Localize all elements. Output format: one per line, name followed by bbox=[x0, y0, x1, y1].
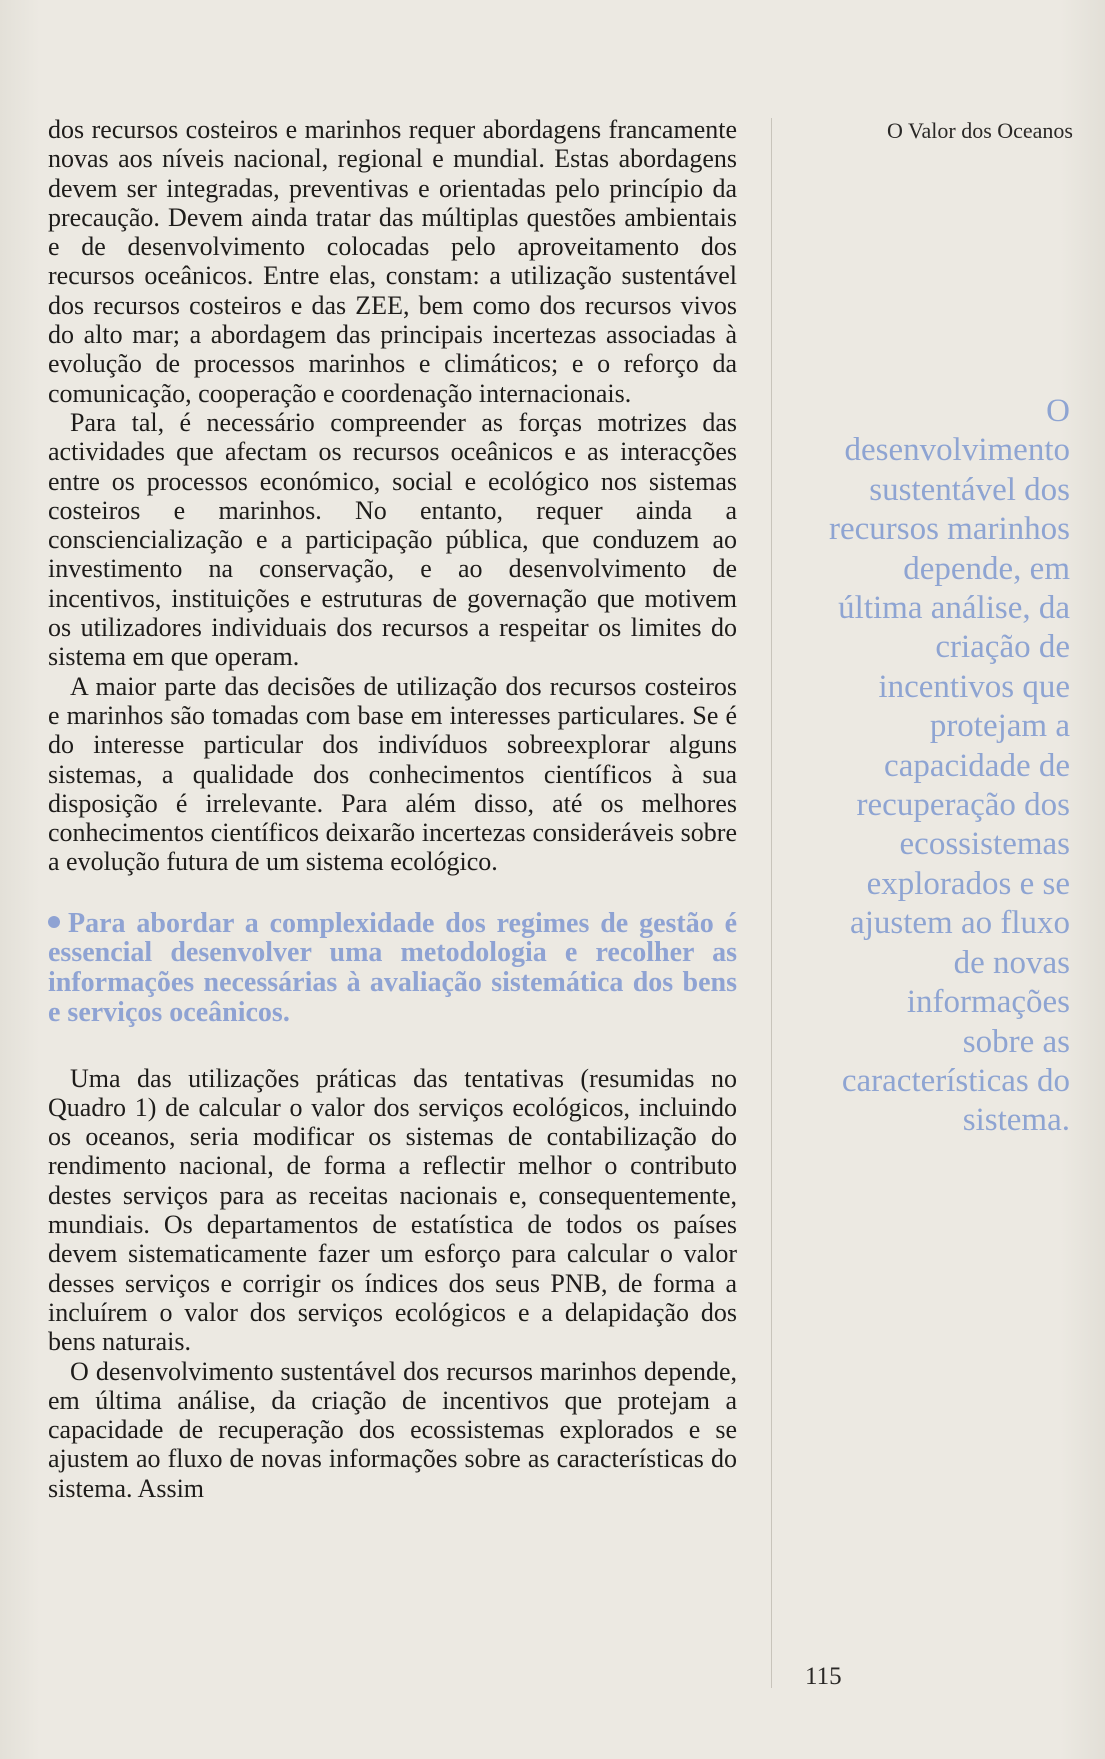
pull-quote-line: ajustem ao fluxo bbox=[850, 905, 1070, 942]
pull-quote-line: última análise, da bbox=[838, 590, 1070, 627]
pull-quote-line: características do bbox=[841, 1062, 1070, 1099]
pull-quote-line: criação de bbox=[935, 629, 1070, 666]
pull-quote-line: incentivos que bbox=[878, 668, 1070, 705]
body-paragraph-3: A maior parte das decisões de utilização dos recursos costeiros e marinhos são tomadas com base em interesses particulares. Se é do interesse particular dos indivíduos sobreexplorar alguns sistemas, a qualidade dos conhecimentos científicos à sua disposição é irrelevante. Para além disso, até os melhores conhecimentos científicos deixarão incertezas consideráveis sobre a evolução futura de um sistema ecológico. bbox=[48, 671, 737, 877]
pull-quote-line: de novas bbox=[953, 944, 1070, 981]
page-number: 115 bbox=[805, 1663, 842, 1690]
pull-quote-line: protejam a bbox=[929, 708, 1070, 745]
pull-quote-line: sustentável dos bbox=[869, 471, 1070, 508]
body-paragraph-2: Para tal, é necessário compreender as forças motrizes das actividades que afectam os recursos oceânicos e as interacções entre os processos económico, social e ecológico nos sistemas costeiros e marinhos. No entanto, requer ainda a consciencialização e a participação pública, que conduzem ao investimento na conservação, e ao desenvolvimento de incentivos, instituições e estruturas de governação que motivem os utilizadores individuais dos recursos a respeitar os limites do sistema em que operam. bbox=[48, 407, 737, 672]
pull-quote-line: sistema. bbox=[962, 1102, 1070, 1139]
body-paragraph-4: Uma das utilizações práticas das tentativas (resumidas no Quadro 1) de calcular o valor dos serviços ecológicos, incluindo os oceanos, seria modificar os sistemas de contabilização do rendimento nacional, de forma a reflectir melhor o contributo destes serviços para as receitas nacionais e, consequentemente, mundiais. Os departamentos de estatística de todos os países devem sistematicamente fazer um esforço para calcular o valor desses serviços e corrigir os índices dos seus PNB, de forma a incluírem o valor dos serviços ecológicos e a delapidação dos bens naturais. bbox=[48, 1063, 737, 1357]
pull-quote bbox=[776, 392, 1070, 1141]
pull-quote-line: informações bbox=[906, 984, 1070, 1021]
running-header: O Valor dos Oceanos bbox=[887, 118, 1073, 143]
bullet-icon bbox=[48, 916, 60, 928]
highlight-statement bbox=[48, 909, 737, 1028]
pull-quote-line: recursos marinhos bbox=[828, 511, 1070, 548]
pull-quote-line: sobre as bbox=[962, 1023, 1070, 1060]
pull-quote-line: capacidade de bbox=[884, 747, 1070, 784]
column-divider bbox=[771, 118, 772, 1688]
pull-quote-line: ecossistemas bbox=[899, 826, 1070, 863]
body-paragraph-1: dos recursos costeiros e marinhos requer abordagens francamente novas aos níveis nacional, regional e mundial. Estas abordagens devem ser integradas, preventivas e orientadas pelo princípio da precaução. Devem ainda tratar das múltiplas questões ambientais e de desenvolvimento colocadas pelo aproveitamento dos recursos oceânicos. Entre elas, constam: a utilização sustentável dos recursos costeiros e das ZEE, bem como dos recursos vivos do alto mar; a abordagem das principais incertezas associadas à evolução de processos marinhos e climáticos; e o reforço da comunicação, cooperação e coordenação internacionais. bbox=[48, 115, 737, 408]
body-paragraph-5: O desenvolvimento sustentável dos recursos marinhos depende, em última análise, da criação de incentivos que protejam a capacidade de recuperação dos ecossistemas explorados e se ajustem ao fluxo de novas informações sobre as características do sistema. Assim bbox=[48, 1356, 737, 1503]
pull-quote-line: O bbox=[1046, 393, 1070, 429]
main-text-column bbox=[48, 115, 737, 1503]
pull-quote-line: recuperação dos bbox=[856, 787, 1070, 824]
pull-quote-line: desenvolvimento bbox=[844, 432, 1070, 469]
pull-quote-line: explorados e se bbox=[866, 865, 1070, 902]
pull-quote-line: depende, em bbox=[903, 550, 1070, 587]
highlight-text: Para abordar a complexidade dos regimes de gestão é essencial desenvolver uma metodologia e recolher as informações necessárias à avaliação sistemática dos bens e serviços oceânicos. bbox=[48, 907, 737, 1028]
